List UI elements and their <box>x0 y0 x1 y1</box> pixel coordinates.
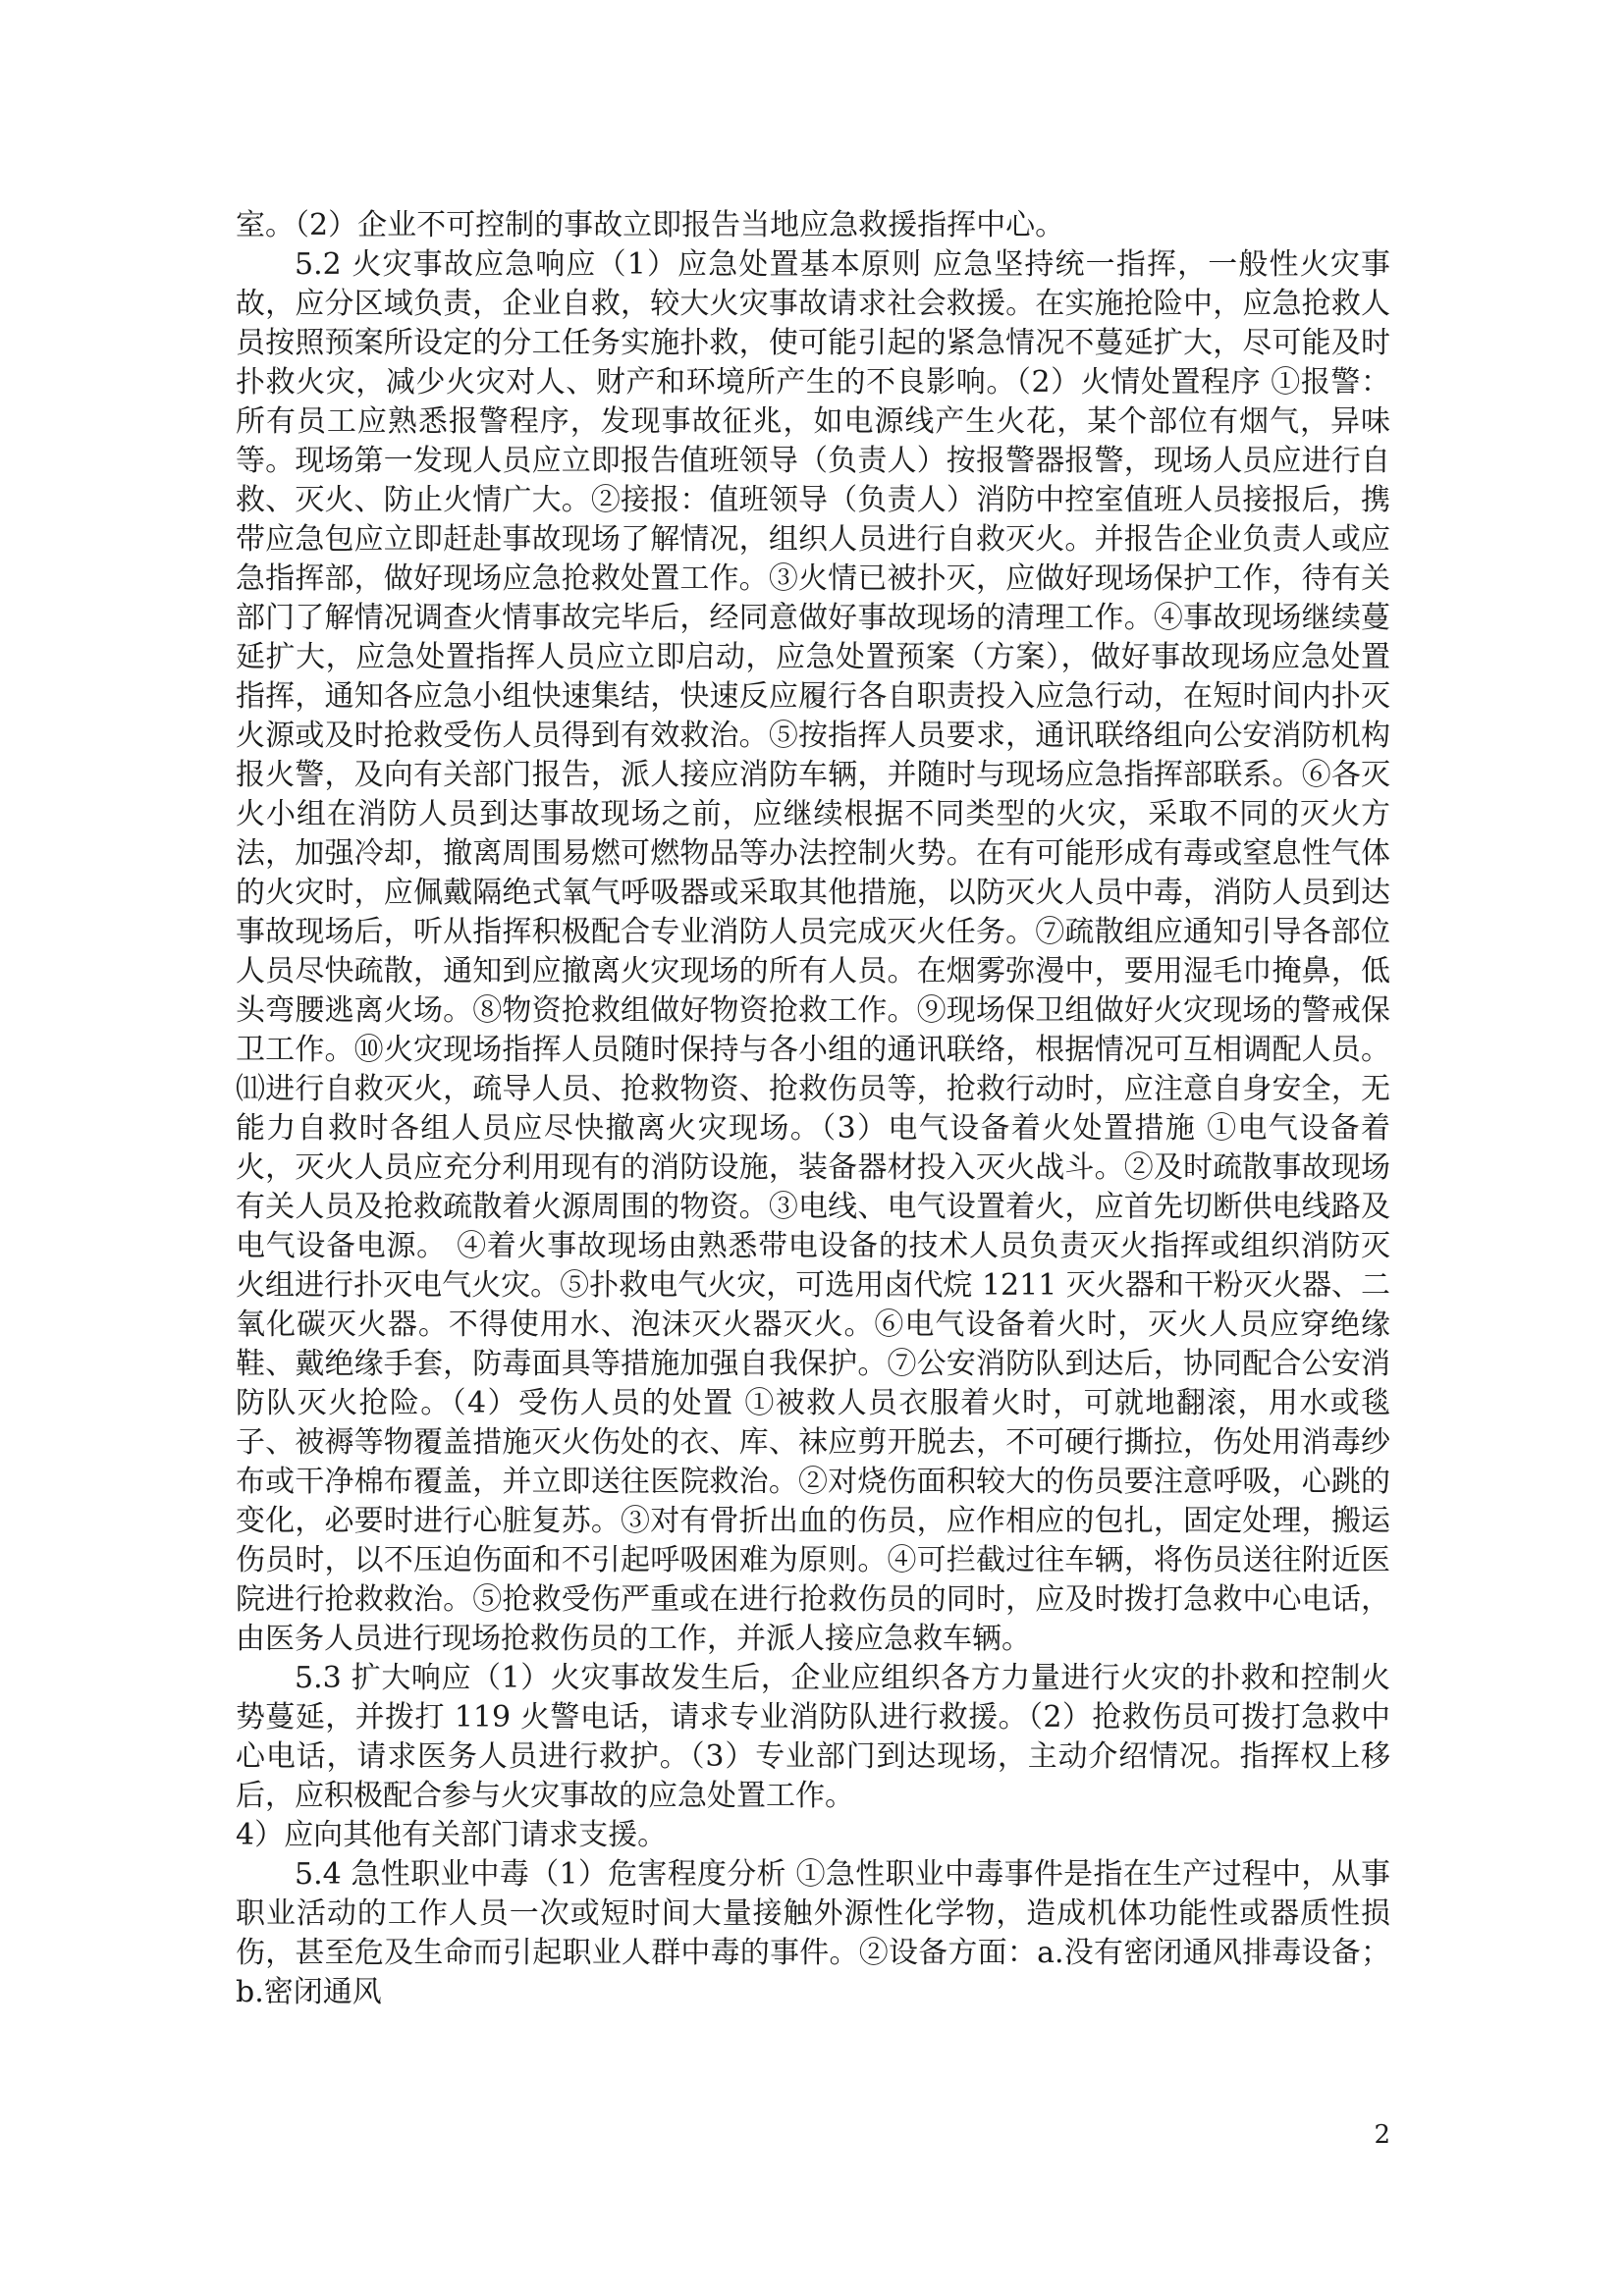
page-number: 2 <box>1374 2120 1390 2150</box>
paragraph-5-2-fire-response: 5.2 火灾事故应急响应（1）应急处置基本原则 应急坚持统一指挥，一般性火灾事故，应分区域负责，企业自救，较大火灾事故请求社会救援。在实施抢险中，应急抢救人员按照预案所设定的分工任务实施扑救，使可能引起的紧急情况不蔓延扩大，尽可能及时扑救火灾，减少火灾对人、财产和环境所产生的不良影响。（2）火情处置程序 ①报警：所有员工应熟悉报警程序，发现事故征兆，如电源线产生火花，某个部位有烟气，异味等。现场第一发现人员应立即报告值班领导（负责人）按报警器报警，现场人员应进行自救、灭火、防止火情广大。②接报：值班领导（负责人）消防中控室值班人员接报后，携带应急包应立即赶赴事故现场了解情况，组织人员进行自救灭火。并报告企业负责人或应急指挥部，做好现场应急抢救处置工作。③火情已被扑灭，应做好现场保护工作，待有关部门了解情况调查火情事故完毕后，经同意做好事故现场的清理工作。④事故现场继续蔓延扩大，应急处置指挥人员应立即启动，应急处置预案（方案），做好事故现场应急处置指挥，通知各应急小组快速集结，快速反应履行各自职责投入应急行动，在短时间内扑灭火源或及时抢救受伤人员得到有效救治。⑤按指挥人员要求，通讯联络组向公安消防机构报火警，及向有关部门报告，派人接应消防车辆，并随时与现场应急指挥部联系。⑥各灭火小组在消防人员到达事故现场之前，应继续根据不同类型的火灾，采取不同的灭火方法，加强冷却，撤离周围易燃可燃物品等办法控制火势。在有可能形成有毒或窒息性气体的火灾时，应佩戴隔绝式氧气呼吸器或采取其他措施，以防灭火人员中毒，消防人员到达事故现场后，听从指挥积极配合专业消防人员完成灭火任务。⑦疏散组应通知引导各部位人员尽快疏散，通知到应撤离火灾现场的所有人员。在烟雾弥漫中，要用湿毛巾掩鼻，低头弯腰逃离火场。⑧物资抢救组做好物资抢救工作。⑨现场保卫组做好火灾现场的警戒保卫工作。⑩火灾现场指挥人员随时保持与各小组的通讯联络，根据情况可互相调配人员。⑾进行自救灭火，疏导人员、抢救物资、抢救伤员等，抢救行动时，应注意自身安全，无能力自救时各组人员应尽快撤离火灾现场。（3）电气设备着火处置措施 ①电气设备着火，灭火人员应充分利用现有的消防设施，装备器材投入灭火战斗。②及时疏散事故现场有关人员及抢救疏散着火源周围的物资。③电线、电气设置着火，应首先切断供电线路及电气设备电源。 ④着火事故现场由熟悉带电设备的技术人员负责灭火指挥或组织消防灭火组进行扑灭电气火灾。⑤扑救电气火灾，可选用卤代烷 1211 灭火器和干粉灭火器、二氧化碳灭火器。不得使用水、泡沫灭火器灭火。⑥电气设备着火时，灭火人员应穿绝缘鞋、戴绝缘手套，防毒面具等措施加强自我保护。⑦公安消防队到达后，协同配合公安消防队灭火抢险。（4）受伤人员的处置 ①被救人员衣服着火时，可就地翻滚，用水或毯子、被褥等物覆盖措施灭火伤处的衣、库、袜应剪开脱去，不可硬行撕拉，伤处用消毒纱布或干净棉布覆盖，并立即送往医院救治。②对烧伤面积较大的伤员要注意呼吸，心跳的变化，必要时进行心脏复苏。③对有骨折出血的伤员，应作相应的包扎，固定处理，搬运伤员时，以不压迫伤面和不引起呼吸困难为原则。④可拦截过往车辆，将伤员送往附近医院进行抢救救治。⑤抢救受伤严重或在进行抢救伤员的同时，应及时拨打急救中心电话，由医务人员进行现场抢救伤员的工作，并派人接应急救车辆。 <box>236 247 1390 1656</box>
paragraph-5-3-expanded-response: 5.3 扩大响应（1）火灾事故发生后，企业应组织各方力量进行火灾的扑救和控制火势蔓延，并拨打 119 火警电话，请求专业消防队进行救援。（2）抢救伤员可拨打急救中心电话，请求医务人员进行救护。（3）专业部门到达现场，主动介绍情况。指挥权上移后，应积极配合参与火灾事故的应急处置工作。 <box>236 1661 1390 1813</box>
paragraph-request-support: 4）应向其他有关部门请求支援。 <box>236 1818 668 1852</box>
paragraph-continuation: 室。（2）企业不可控制的事故立即报告当地应急救援指挥中心。 <box>236 208 1065 242</box>
body-text <box>236 206 1390 2012</box>
paragraph-5-4-occupational-poisoning: 5.4 急性职业中毒（1）危害程度分析 ①急性职业中毒事件是指在生产过程中，从事职业活动的工作人员一次或短时间大量接触外源性化学物，造成机体功能性或器质性损伤，甚至危及生命而引起职业人群中毒的事件。②设备方面：a.没有密闭通风排毒设备；b.密闭通风 <box>236 1857 1390 2009</box>
